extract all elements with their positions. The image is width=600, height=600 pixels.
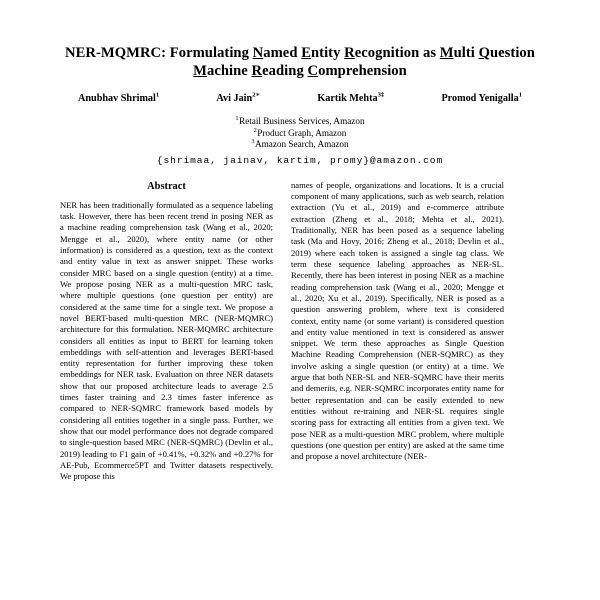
- title-text-run: uestion: [489, 45, 535, 61]
- author-affiliation-marker: 1: [518, 91, 522, 99]
- page-title: [60, 44, 540, 80]
- title-acronym-letter: C: [307, 63, 319, 79]
- title-text-run: ecognition as: [354, 45, 440, 61]
- author-affiliation-marker: 3‡: [377, 91, 385, 99]
- introduction-text: names of people, organizations and locations. It is a crucial component of many applications, such as web search, relation extraction (Yu et al., 2019) and e-commerce attribute extraction (Zheng et al., 2018; Mehta et al., 2021). Traditionally, NER has been posed as a sequence labeling task (Ma and Hovy, 2016; Zheng et al., 2018; Devlin et al., 2019) where each token is assigned a single tag class. We term these sequence labeling approaches as NER-SL. Recently, there has been interest in posing NER as a machine reading comprehension task (Wang et al., 2020; Mengge et al., 2020; Xu et al., 2019). Specifically, NER is posed as a question answering problem, where text is considered context, entity name (or some variant) is considered question and entity value mentioned in text is considered as answer snippet. We term these approaches as Single Question Machine Reading Comprehension (NER-SQMRC) as they involve asking a single question (or entity) at a time. We argue that both NER-SL and NER-SQMRC have their merits and demerits, e.g. NER-SQMRC incorporates entity name for better representation and can be easily extended to new entities without re-training and NER-SL requires single scoring pass for extracting all entities from a given text. We pose NER as a multi-question MRC problem, where multiple questions (one question per entity) are asked at the same time and propose a novel architecture (NER-: [291, 179, 504, 462]
- title-line-2: [193, 63, 407, 79]
- author-entry: [78, 92, 159, 105]
- title-acronym-letter: R: [251, 63, 263, 79]
- affiliation-text: Retail Business Services, Amazon: [239, 116, 365, 126]
- title-acronym-letter: R: [344, 45, 355, 61]
- affiliation-text: Amazon Search, Amazon: [254, 139, 349, 150]
- title-acronym-letter: E: [301, 45, 311, 61]
- two-column-body: [60, 180, 540, 483]
- title-acronym-letter: M: [439, 45, 454, 61]
- column-left: [60, 180, 273, 483]
- author-entry: [317, 92, 384, 105]
- affiliation-marker: 3: [251, 138, 255, 146]
- author-entry: [441, 92, 522, 105]
- title-text-run: NER-MQMRC: Formulating: [65, 45, 253, 61]
- author-name: Anubhav Shrimal: [78, 93, 156, 104]
- title-text-run: omprehension: [318, 63, 407, 79]
- author-name: Promod Yenigalla: [441, 93, 519, 104]
- title-acronym-letter: N: [252, 45, 264, 61]
- title-text-run: ntity: [311, 45, 345, 61]
- author-entry: [216, 92, 260, 105]
- author-list: [60, 92, 540, 105]
- author-name: Avi Jain: [216, 93, 253, 104]
- author-email-line: {shrimaa, jainav, kartim, promy}@amazon.com: [156, 154, 444, 166]
- affiliation-marker: 1: [235, 114, 239, 122]
- author-name: Kartik Mehta: [317, 93, 378, 104]
- affiliation-item: [60, 116, 540, 128]
- affiliation-text: Product Graph, Amazon: [257, 127, 347, 138]
- affiliation-list: [60, 116, 540, 167]
- column-right: [291, 180, 504, 483]
- title-acronym-letter: M: [193, 63, 207, 79]
- abstract-heading: Abstract: [147, 180, 186, 192]
- title-acronym-letter: Q: [478, 45, 490, 61]
- abstract-text: NER has been traditionally formulated as a sequence labeling task. However, there has been recent trend in posing NER as a machine reading comprehension task (Wang et al., 2020; Mengge et al., 2020), where entity name (or other information) is considered as a question, text as the context and entity value in text as answer snippet. These works consider MRC based on a single question (entity) at a time. We propose posing NER as a multi-question MRC task, where multiple questions (one question per entity) are considered at the same time for a single text. We propose a novel BERT-based multi-question MRC (NER-MQMRC) architecture for this formulation. NER-MQMRC architecture considers all entities as input to BERT for learning token embeddings with self-attention and leverages BERT-based entity representation for further improving these token embeddings for NER task. Evaluation on three NER datasets show that our proposed architecture leads to average 2.5 times faster training and 2.3 times faster inference as compared to NER-SQMRC framework based models by considering all entities together in a single pass. Further, we show that our model performance does not degrade compared to single-question based MRC (NER-SQMRC) (Devlin et al., 2019) leading to F1 gain of +0.41%, +0.32% and +0.27% for AE-Pub, Ecommerce5PT and Twitter datasets respectively. We propose this: [60, 199, 273, 482]
- title-line-1: [65, 45, 535, 61]
- affiliation-item: [60, 128, 540, 140]
- affiliation-item: [60, 139, 540, 151]
- author-affiliation-marker: 1: [155, 91, 160, 99]
- affiliation-marker: 2: [253, 126, 257, 134]
- author-affiliation-marker: 2∗: [252, 91, 261, 99]
- title-text-run: amed: [263, 45, 302, 61]
- title-text-run: eading: [262, 63, 308, 79]
- title-text-run: ulti: [453, 45, 479, 61]
- title-text-run: achine: [207, 63, 252, 79]
